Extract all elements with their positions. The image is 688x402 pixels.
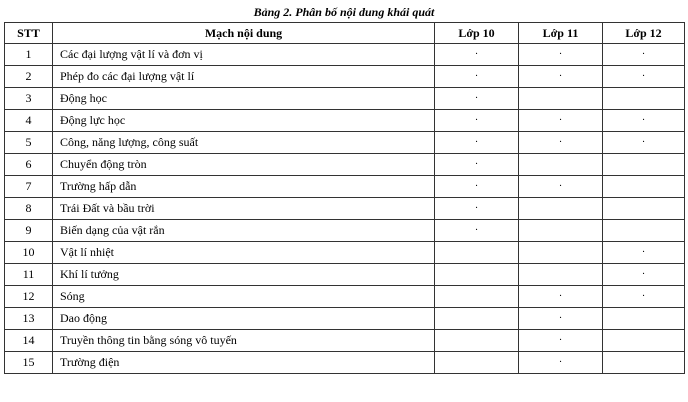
table-row <box>5 264 685 286</box>
header-row <box>5 23 685 44</box>
cell-grade-12-mark <box>603 198 685 220</box>
table-row <box>5 352 685 374</box>
cell-content: Trường điện <box>53 352 435 374</box>
cell-content: Chuyển động tròn <box>53 154 435 176</box>
cell-grade-10-mark <box>435 264 519 286</box>
cell-grade-11-mark: · <box>519 308 603 330</box>
cell-grade-11-mark: · <box>519 176 603 198</box>
cell-grade-12-mark <box>603 176 685 198</box>
header-grade-10: Lớp 10 <box>435 23 519 44</box>
cell-grade-12-mark <box>603 154 685 176</box>
cell-grade-12-mark: · <box>603 264 685 286</box>
content-distribution-table <box>4 22 685 374</box>
cell-grade-10-mark <box>435 330 519 352</box>
cell-stt: 4 <box>5 110 53 132</box>
cell-content: Khí lí tưởng <box>53 264 435 286</box>
cell-content: Vật lí nhiệt <box>53 242 435 264</box>
cell-grade-11-mark: · <box>519 44 603 66</box>
cell-grade-12-mark: · <box>603 66 685 88</box>
table-row <box>5 44 685 66</box>
cell-content: Trường hấp dẫn <box>53 176 435 198</box>
cell-content: Dao động <box>53 308 435 330</box>
table-row <box>5 154 685 176</box>
table-row <box>5 242 685 264</box>
cell-grade-10-mark: · <box>435 110 519 132</box>
cell-grade-10-mark: · <box>435 66 519 88</box>
cell-content: Sóng <box>53 286 435 308</box>
cell-grade-11-mark: · <box>519 66 603 88</box>
cell-stt: 5 <box>5 132 53 154</box>
cell-grade-11-mark <box>519 88 603 110</box>
cell-grade-10-mark: · <box>435 154 519 176</box>
cell-stt: 3 <box>5 88 53 110</box>
table-body <box>5 44 685 374</box>
cell-content: Động học <box>53 88 435 110</box>
cell-stt: 6 <box>5 154 53 176</box>
cell-stt: 13 <box>5 308 53 330</box>
table-row <box>5 66 685 88</box>
cell-grade-10-mark <box>435 286 519 308</box>
cell-grade-11-mark <box>519 154 603 176</box>
table-row <box>5 286 685 308</box>
cell-grade-11-mark: · <box>519 286 603 308</box>
cell-grade-11-mark <box>519 220 603 242</box>
cell-grade-12-mark: · <box>603 286 685 308</box>
cell-stt: 2 <box>5 66 53 88</box>
header-stt: STT <box>5 23 53 44</box>
cell-content: Phép đo các đại lượng vật lí <box>53 66 435 88</box>
cell-grade-12-mark: · <box>603 132 685 154</box>
cell-content: Trái Đất và bầu trời <box>53 198 435 220</box>
header-content: Mạch nội dung <box>53 23 435 44</box>
cell-stt: 7 <box>5 176 53 198</box>
cell-grade-12-mark <box>603 330 685 352</box>
cell-grade-10-mark: · <box>435 176 519 198</box>
cell-stt: 8 <box>5 198 53 220</box>
cell-grade-10-mark <box>435 242 519 264</box>
cell-grade-11-mark <box>519 264 603 286</box>
cell-grade-11-mark: · <box>519 110 603 132</box>
table-caption: Bảng 2. Phân bố nội dung khái quát <box>253 5 435 19</box>
cell-content: Công, năng lượng, công suất <box>53 132 435 154</box>
cell-grade-10-mark: · <box>435 220 519 242</box>
table-row <box>5 220 685 242</box>
cell-stt: 14 <box>5 330 53 352</box>
cell-grade-11-mark <box>519 242 603 264</box>
cell-grade-12-mark: · <box>603 110 685 132</box>
cell-stt: 10 <box>5 242 53 264</box>
table-row <box>5 198 685 220</box>
cell-grade-10-mark: · <box>435 44 519 66</box>
table-row <box>5 88 685 110</box>
cell-stt: 9 <box>5 220 53 242</box>
cell-grade-10-mark: · <box>435 132 519 154</box>
cell-content: Biến dạng của vật rắn <box>53 220 435 242</box>
cell-grade-11-mark: · <box>519 352 603 374</box>
cell-grade-12-mark: · <box>603 44 685 66</box>
cell-stt: 11 <box>5 264 53 286</box>
cell-grade-12-mark <box>603 88 685 110</box>
cell-grade-10-mark <box>435 308 519 330</box>
table-row <box>5 110 685 132</box>
header-grade-12: Lớp 12 <box>603 23 685 44</box>
cell-stt: 15 <box>5 352 53 374</box>
cell-grade-12-mark <box>603 308 685 330</box>
cell-content: Các đại lượng vật lí và đơn vị <box>53 44 435 66</box>
cell-grade-11-mark: · <box>519 132 603 154</box>
table-row <box>5 330 685 352</box>
table-row <box>5 176 685 198</box>
cell-stt: 12 <box>5 286 53 308</box>
cell-content: Động lực học <box>53 110 435 132</box>
table-row <box>5 308 685 330</box>
cell-grade-10-mark: · <box>435 88 519 110</box>
cell-content: Truyền thông tin bằng sóng vô tuyến <box>53 330 435 352</box>
cell-grade-11-mark <box>519 198 603 220</box>
header-grade-11: Lớp 11 <box>519 23 603 44</box>
table-row <box>5 132 685 154</box>
cell-grade-10-mark: · <box>435 198 519 220</box>
cell-stt: 1 <box>5 44 53 66</box>
cell-grade-12-mark <box>603 352 685 374</box>
cell-grade-12-mark: · <box>603 242 685 264</box>
cell-grade-12-mark <box>603 220 685 242</box>
cell-grade-11-mark: · <box>519 330 603 352</box>
cell-grade-10-mark <box>435 352 519 374</box>
